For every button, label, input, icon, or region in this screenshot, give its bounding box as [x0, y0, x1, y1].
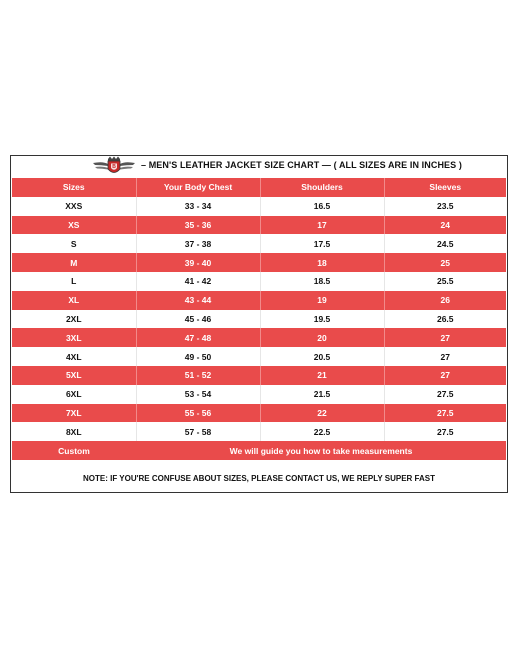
size-cell: S	[12, 234, 136, 253]
table-row	[12, 291, 506, 310]
table-row	[12, 310, 506, 329]
shoulders-cell: 17.5	[260, 234, 384, 253]
table-row	[12, 385, 506, 404]
page-title: – MEN'S LEATHER JACKET SIZE CHART — ( ALL SIZES ARE IN INCHES )	[141, 160, 462, 170]
contact-note: NOTE: IF YOU'RE CONFUSE ABOUT SIZES, PLEASE CONTACT US, WE REPLY SUPER FAST	[82, 474, 435, 483]
chest-cell: 39 - 40	[136, 253, 260, 272]
svg-text:B: B	[112, 164, 116, 171]
shoulders-cell: 16.5	[260, 197, 384, 216]
custom-label: Custom	[12, 441, 136, 460]
sleeves-cell: 26.5	[384, 310, 506, 329]
column-header-sleeves: Sleeves	[384, 178, 506, 197]
size-cell: XXS	[12, 197, 136, 216]
sleeves-cell: 24	[384, 216, 506, 235]
sleeves-cell: 27	[384, 328, 506, 347]
size-cell: 3XL	[12, 328, 136, 347]
chest-cell: 55 - 56	[136, 404, 260, 423]
size-cell: 2XL	[12, 310, 136, 329]
table-row	[12, 253, 506, 272]
chest-cell: 45 - 46	[136, 310, 260, 329]
size-cell: 4XL	[12, 347, 136, 366]
table-row	[12, 216, 506, 235]
size-cell: 7XL	[12, 404, 136, 423]
chest-cell: 35 - 36	[136, 216, 260, 235]
table-row	[12, 197, 506, 216]
shoulders-cell: 19	[260, 291, 384, 310]
size-cell: 8XL	[12, 422, 136, 441]
shoulders-cell: 20	[260, 328, 384, 347]
size-cell: 6XL	[12, 385, 136, 404]
sleeves-cell: 27	[384, 366, 506, 385]
shoulders-cell: 22	[260, 404, 384, 423]
custom-text: We will guide you how to take measurements	[136, 441, 506, 460]
sleeves-cell: 27.5	[384, 385, 506, 404]
chest-cell: 53 - 54	[136, 385, 260, 404]
chest-cell: 57 - 58	[136, 422, 260, 441]
shoulders-cell: 20.5	[260, 347, 384, 366]
size-table	[12, 178, 506, 460]
size-cell: XS	[12, 216, 136, 235]
size-cell: L	[12, 272, 136, 291]
sleeves-cell: 27.5	[384, 404, 506, 423]
sleeves-cell: 24.5	[384, 234, 506, 253]
size-cell: M	[12, 253, 136, 272]
sleeves-cell: 25.5	[384, 272, 506, 291]
shoulders-cell: 21	[260, 366, 384, 385]
chest-cell: 37 - 38	[136, 234, 260, 253]
table-row	[12, 234, 506, 253]
chest-cell: 33 - 34	[136, 197, 260, 216]
shoulders-cell: 19.5	[260, 310, 384, 329]
sleeves-cell: 27	[384, 347, 506, 366]
chest-cell: 43 - 44	[136, 291, 260, 310]
size-cell: XL	[12, 291, 136, 310]
shoulders-cell: 17	[260, 216, 384, 235]
column-header-chest: Your Body Chest	[136, 178, 260, 197]
sleeves-cell: 25	[384, 253, 506, 272]
chest-cell: 41 - 42	[136, 272, 260, 291]
sleeves-cell: 23.5	[384, 197, 506, 216]
brand-crest-logo	[91, 156, 137, 177]
sleeves-cell: 27.5	[384, 422, 506, 441]
shoulders-cell: 21.5	[260, 385, 384, 404]
table-row	[12, 347, 506, 366]
size-cell: 5XL	[12, 366, 136, 385]
shoulders-cell: 18	[260, 253, 384, 272]
table-header-row	[12, 178, 506, 197]
size-chart-frame	[10, 155, 508, 493]
table-row	[12, 272, 506, 291]
table-row	[12, 422, 506, 441]
table-row	[12, 366, 506, 385]
chest-cell: 51 - 52	[136, 366, 260, 385]
chart-header	[11, 156, 507, 178]
chest-cell: 47 - 48	[136, 328, 260, 347]
chest-cell: 49 - 50	[136, 347, 260, 366]
column-header-sizes: Sizes	[12, 178, 136, 197]
table-row	[12, 404, 506, 423]
column-header-shoulders: Shoulders	[260, 178, 384, 197]
shoulders-cell: 22.5	[260, 422, 384, 441]
custom-row	[12, 441, 506, 460]
shoulders-cell: 18.5	[260, 272, 384, 291]
table-row	[12, 328, 506, 347]
sleeves-cell: 26	[384, 291, 506, 310]
